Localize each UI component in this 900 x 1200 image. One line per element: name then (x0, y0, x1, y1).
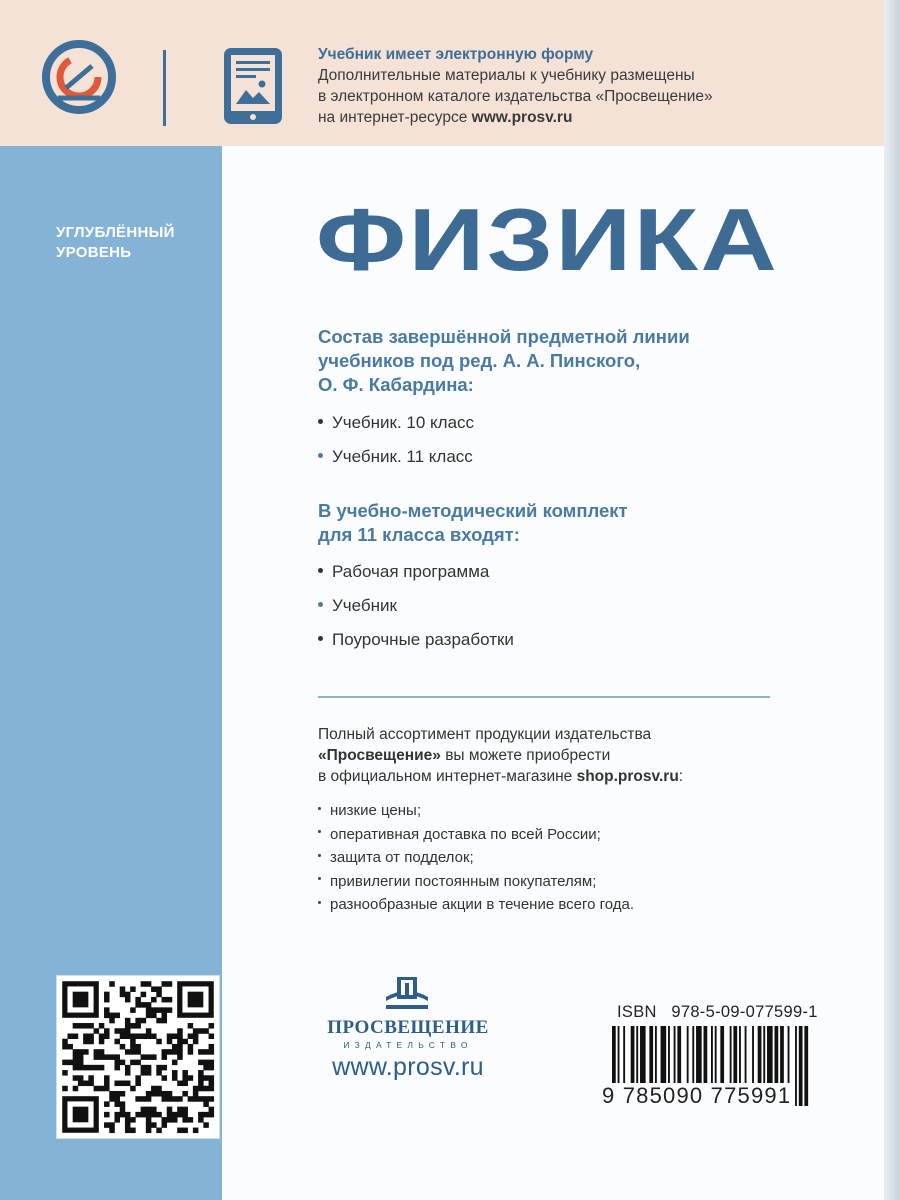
bullet-icon (318, 901, 321, 904)
shop-line (318, 745, 788, 766)
shop-link[interactable]: shop.prosv.ru (576, 768, 679, 785)
electronic-form-heading: Учебник имеет электронную форму (318, 46, 594, 63)
shop-info (318, 724, 788, 787)
list-item (318, 559, 514, 593)
section-divider (318, 696, 770, 698)
series-heading-line: учебников под ред. А. А. Пинского, (318, 350, 641, 371)
publisher-name-bold: «Просвещение» (318, 747, 441, 764)
kit-list (318, 559, 514, 661)
isbn-number: 978-5-09-077599-1 (671, 1003, 818, 1021)
book-title: ФИЗИКА (316, 190, 780, 289)
publisher-logo (318, 975, 498, 1087)
shop-line-rest: вы можете приобрести (440, 747, 611, 764)
bullet-icon (318, 636, 323, 641)
level-line: УРОВЕНЬ (56, 244, 132, 261)
list-item-label: Учебник (332, 596, 397, 615)
list-item (318, 824, 634, 848)
bullet-icon (318, 453, 323, 458)
series-list (318, 410, 474, 478)
series-heading-line: Состав завершённой предметной линии (318, 326, 690, 347)
isbn-label: ISBN (617, 1003, 657, 1021)
list-item (318, 894, 634, 918)
shop-line (318, 766, 788, 787)
benefits-list (318, 800, 634, 918)
list-item (318, 627, 514, 661)
level-line: УГЛУБЛЁННЫЙ (56, 224, 175, 241)
list-item (318, 410, 474, 444)
series-heading-line: О. Ф. Кабардина: (318, 374, 474, 395)
list-item (318, 800, 634, 824)
electronic-form-line-prefix: на интернет-ресурсе (318, 109, 472, 126)
level-label (56, 223, 175, 263)
electronic-form-line (318, 107, 878, 128)
tablet-icon (222, 46, 284, 126)
list-item-label: Рабочая программа (332, 562, 490, 581)
bullet-icon (318, 807, 321, 810)
electronic-form-line: в электронном каталоге издательства «Просвещение» (318, 88, 713, 105)
series-heading (318, 325, 690, 397)
benefit-label: низкие цены; (330, 802, 421, 819)
publisher-name: ПРОСВЕЩЕНИЕ (327, 1017, 489, 1038)
publisher-logo-icon (384, 975, 430, 1017)
cover-edge (884, 0, 900, 1200)
kit-heading-line: для 11 класса входят: (318, 524, 520, 545)
publisher-subtitle: ИЗДАТЕЛЬСТВО (343, 1040, 473, 1050)
kit-heading-line: В учебно-методический комплект (318, 500, 628, 521)
prosv-link[interactable]: www.prosv.ru (471, 109, 573, 126)
list-item (318, 847, 634, 871)
bullet-icon (318, 877, 321, 880)
shop-line-prefix: в официальном интернет-магазине (318, 768, 577, 785)
electronic-form-logo-icon (40, 38, 118, 116)
benefit-label: привилегии постоянным покупателям; (330, 872, 597, 890)
list-item (318, 593, 514, 627)
isbn (617, 1003, 818, 1022)
shop-line: Полный ассортимент продукции издательства (318, 726, 652, 743)
benefit-label: разнообразные акции в течение всего года. (330, 896, 635, 913)
list-item-label: Учебник. 10 класс (332, 413, 475, 432)
qr-code[interactable] (56, 975, 220, 1139)
barcode-digits: 9 785090 775991 (602, 1083, 792, 1108)
kit-heading (318, 499, 628, 547)
benefit-label: оперативная доставка по всей России; (330, 825, 601, 843)
publisher-url[interactable]: www.prosv.ru (332, 1053, 484, 1081)
shop-line-suffix: : (678, 768, 684, 785)
bullet-icon (318, 830, 321, 833)
bullet-icon (318, 854, 321, 857)
list-item (318, 444, 474, 478)
list-item (318, 871, 634, 895)
bullet-icon (318, 568, 323, 573)
benefit-label: защита от подделок; (330, 849, 474, 866)
list-item-label: Поурочные разработки (332, 630, 514, 649)
bullet-icon (318, 602, 323, 607)
electronic-form-info (318, 44, 878, 128)
bullet-icon (318, 419, 323, 424)
vertical-divider (163, 50, 166, 126)
list-item-label: Учебник. 11 класс (332, 447, 473, 466)
electronic-form-line: Дополнительные материалы к учебнику размещены (318, 67, 695, 84)
qr-code-icon (57, 976, 219, 1138)
